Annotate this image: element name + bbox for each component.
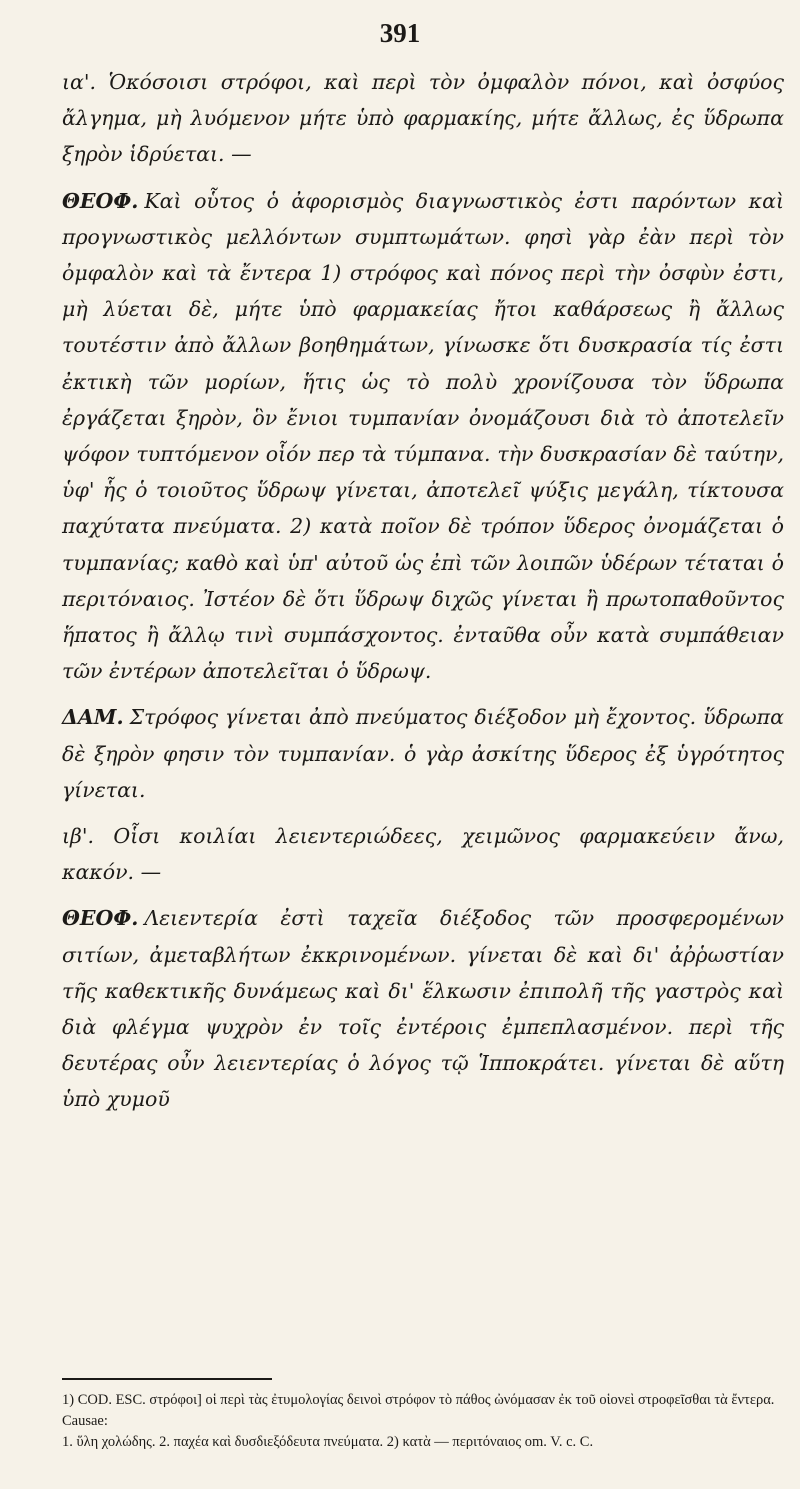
paragraph-text: ιβ'. Οἷσι κοιλίαι λειεντεριώδεες, χειμῶνος φαρμακεύειν ἄνω, κακόν. —: [62, 824, 784, 885]
damascius-commentary: [62, 699, 784, 808]
paragraph-label: ΔΑΜ.: [62, 705, 124, 730]
aphorism-11: [62, 64, 784, 173]
footnote-line: 1) COD. ESC. στρόφοι] οἱ περὶ τὰς ἐτυμολογίας δεινοὶ στρόφον τὸ πάθος ὠνόμασαν ἐκ τοῦ οἱονεὶ στροφεῖσθαι τὰ ἔντερα. Causae:: [62, 1392, 775, 1429]
page-number: 391: [379, 18, 421, 48]
footnote-divider: [62, 1378, 272, 1380]
footnote-line: 1. ὕλη χολώδης. 2. παχέα καὶ δυσδιεξόδευτα πνεύματα. 2) κατὰ — περιτόναιος om. V. c. C.: [62, 1434, 594, 1450]
main-text: [62, 64, 784, 1118]
footnotes: [62, 1390, 784, 1453]
theophilus-commentary-2: [62, 900, 784, 1117]
paragraph-text: Λειεντερία ἐστὶ ταχεῖα διέξοδος τῶν προσφερομένων σιτίων, ἀμεταβλήτων ἐκκρινομένων. γίνεται δὲ καὶ δι' ἀῤῥωστίαν τῆς καθεκτικῆς δυνάμεως καὶ δι' ἕλκωσιν ἐπιπολῆ τῆς γαστρὸς καὶ διὰ φλέγμα ψυχρὸν ἐν τοῖς ἐντέροις ἐμπεπλασμένον. περὶ τῆς δευτέρας οὖν λειεντερίας ὁ λόγος τῷ Ἱπποκράτει. γίνεται δὲ αὕτη ὑπὸ χυμοῦ: [62, 906, 784, 1112]
paragraph-text: Καὶ οὗτος ὁ ἀφορισμὸς διαγνωστικὸς ἐστι παρόντων καὶ προγνωστικὸς μελλόντων συμπτωμάτων. φησὶ γὰρ ἐὰν περὶ τὸν ὀμφαλὸν καὶ τὰ ἔντερα 1) στρόφος καὶ πόνος περὶ τὴν ὀσφὺν ἐστι, μὴ λύεται δὲ, μήτε ὑπὸ φαρμακείας ἤτοι καθάρσεως ἢ ἄλλως τουτέστιν ἀπὸ ἄλλων βοηθημάτων, γίνωσκε ὅτι δυσκρασία τίς ἐστι ἐκτικὴ τῶν μορίων, ἥτις ὡς τὸ πολὺ χρονίζουσα τὸν ὕδρωπα ἐργάζεται ξηρὸν, ὃν ἔνιοι τυμπανίαν ὀνομάζουσι διὰ τὸ ἀποτελεῖν ψόφον τυπτόμενον οἷόν περ τὰ τύμπανα. τὴν δυσκρασίαν δὲ ταύτην, ὑφ' ἧς ὁ τοιοῦτος ὕδρωψ γίνεται, ἀποτελεῖ ψύξις μεγάλη, τίκτουσα παχύτατα πνεύματα. 2) κατὰ ποῖον δὲ τρόπον ὕδερος ὀνομάζεται ὁ τυμπανίας; καθὸ καὶ ὑπ' αὐτοῦ ὡς ἐπὶ τῶν λοιπῶν ὑδέρων τέταται ὁ περιτόναιος. Ἰστέον δὲ ὅτι ὕδρωψ διχῶς γίνεται ἢ πρωτοπαθοῦντος ἥπατος ἢ ἄλλῳ τινὶ συμπάσχοντος. ἐνταῦθα οὖν κατὰ συμπάθειαν τῶν ἐντέρων ἀποτελεῖται ὁ ὕδρωψ.: [62, 188, 784, 684]
paragraph-text: ια'. Ὁκόσοισι στρόφοι, καὶ περὶ τὸν ὀμφαλὸν πόνοι, καὶ ὀσφύος ἄλγημα, μὴ λυόμενον μήτε ὑπὸ φαρμακίης, μήτε ἄλλως, ἐς ὕδρωπα ξηρὸν ἱδρύεται. —: [62, 70, 784, 167]
paragraph-label: ΘΕΟΦ.: [62, 188, 139, 213]
theophilus-commentary-1: [62, 183, 784, 690]
paragraph-text: Στρόφος γίνεται ἀπὸ πνεύματος διέξοδον μὴ ἔχοντος. ὕδρωπα δὲ ξηρὸν φησιν τὸν τυμπανίαν. ὁ γὰρ ἀσκίτης ὕδερος ἐξ ὑγρότητος γίνεται.: [62, 705, 784, 802]
paragraph-label: ΘΕΟΦ.: [62, 906, 139, 931]
aphorism-12: [62, 818, 784, 890]
